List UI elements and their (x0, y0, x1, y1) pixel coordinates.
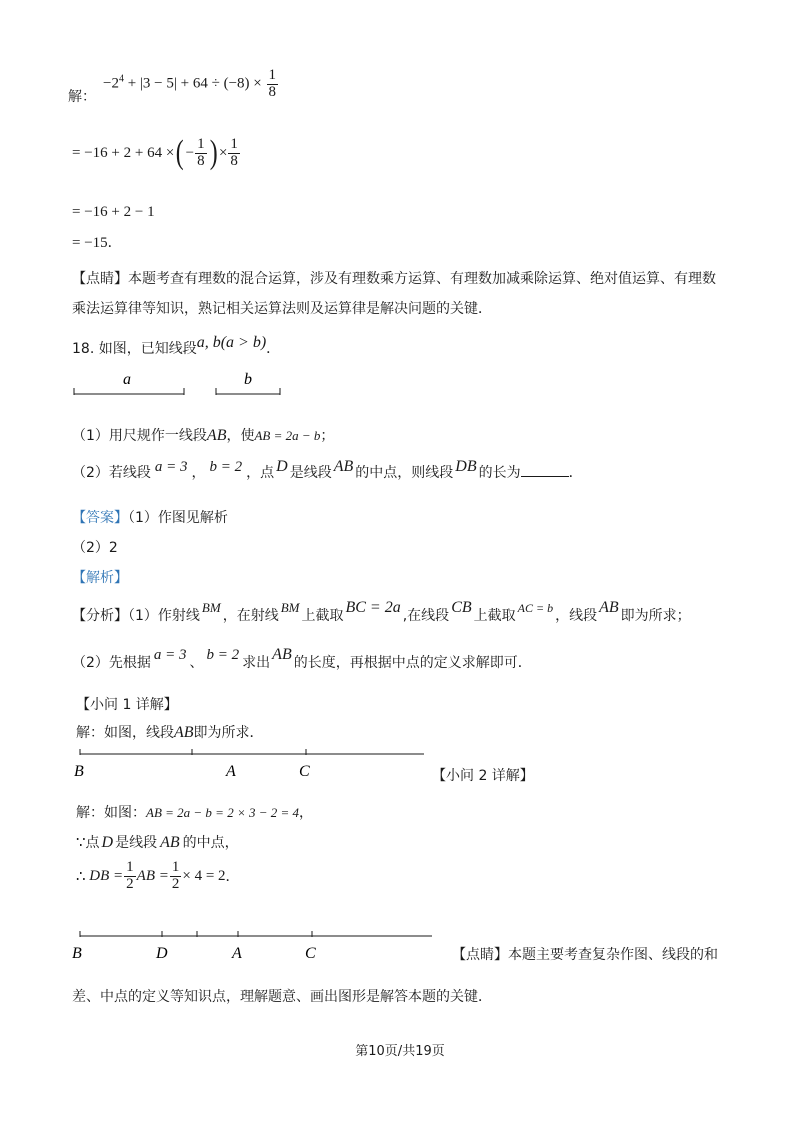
comment-2-line-1: 【点睛】本题主要考查复杂作图、线段的和 (452, 947, 718, 963)
detail-2-line-3: ∴ DB = $\frac{1}{2}$ AB = $\frac{1}{2}$ × 4 = 2 ． (76, 859, 240, 892)
comment-1-line-2: 乘法运算律等知识，熟记相关运算法则及运算律是解决问题的关键． (72, 301, 492, 317)
segment-b-label: b (244, 371, 252, 388)
solution-line-1: $-2^4 + |3 - 5| + 64 \div (-8)$ × $\frac{1}{8}$ (103, 67, 276, 100)
comment-2-line-2: 差、中点的定义等知识点，理解题意、画出图形是解答本题的关键． (72, 989, 492, 1005)
solution-line-2: = −16 + 2 + 64 × ( − $\frac{1}{8}$ ) × $\frac{1}{8}$ (72, 134, 238, 171)
analysis-line-2: （2）先根据 a = 3 、 b = 2 求出 AB 的长度，再根据中点的定义求解即可． (72, 646, 532, 671)
comment-1-line-1: 【点睛】本题考查有理数的混合运算，涉及有理数乘方运算、有理数加减乘除运算、绝对值运算、有理数 (72, 271, 716, 287)
point-C-label: C (299, 763, 310, 780)
answer-tag: 【答案】 (72, 510, 128, 526)
question-18-part-2: （2）若线段 a = 3 ， b = 2 ，点 D 是线段 AB 的中点，则线段 DB 的长为 ． (72, 458, 583, 481)
solution-line-4: = −15． (72, 235, 122, 251)
point-B-label: B (72, 945, 82, 962)
analysis-tag: 【解析】 (72, 570, 128, 586)
detail-2-tag: 【小问 2 详解】 (432, 768, 534, 784)
point-A-label: A (226, 763, 236, 780)
question-18-part-1: （1）用尺规作一线段AB，使AB = 2a − b； (72, 427, 335, 444)
detail-1-text: 解：如图，线段AB即为所求． (76, 724, 264, 741)
point-B-label: B (74, 763, 84, 780)
detail-1-tag: 【小问 1 详解】 (76, 697, 178, 713)
point-C-label: C (305, 945, 316, 962)
detail-2-line-2: ∵点 D 是线段 AB 的中点， (76, 834, 239, 851)
point-D-label: D (156, 945, 168, 962)
solution-line-3: = −16 + 2 − 1 (72, 204, 155, 220)
answer-line-2: （2）2 (72, 540, 118, 556)
answer-blank (521, 462, 569, 477)
detail-2-line-1: 解：如图：AB = 2a − b = 2 × 3 − 2 = 4， (76, 805, 314, 821)
construction-figure-2 (70, 926, 440, 966)
solution-label: 解： (68, 89, 96, 105)
answer-line-1: 【答案】（1）作图见解析 (72, 510, 228, 526)
analysis-line-1: 【分析】（1）作射线BM，在射线BM上截取 BC = 2a ,在线段 CB 上截取 AC = b ，线段 AB 即为所求； (72, 599, 691, 624)
segments-a-b-figure (70, 368, 310, 404)
point-A-label: A (232, 945, 242, 962)
page-footer: 第10页/共19页 (355, 1044, 445, 1059)
construction-figure-1 (70, 744, 430, 784)
segment-a-label: a (123, 371, 131, 388)
question-18-stem: 18. 如图，已知线段a, b(a > b)． (72, 334, 281, 357)
